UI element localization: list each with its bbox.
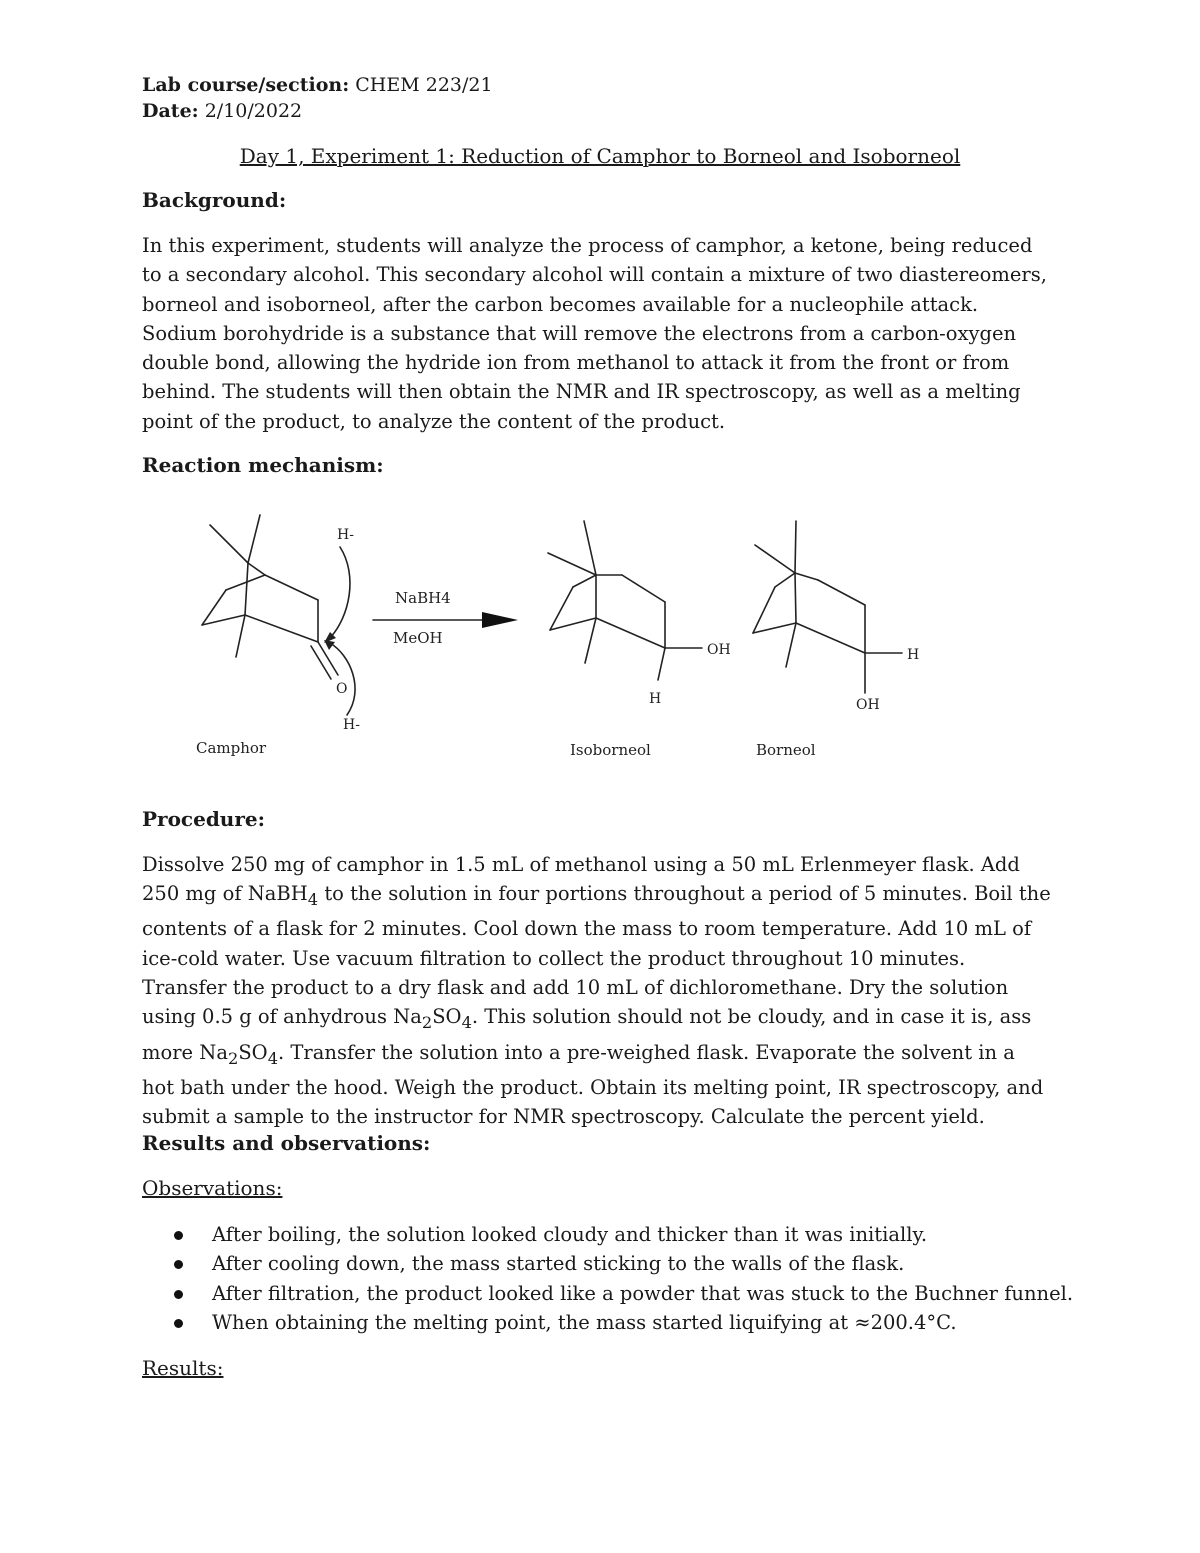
reagent-meoh: MeOH <box>393 629 443 647</box>
bullet-icon <box>174 1260 183 1269</box>
bullet-icon <box>174 1290 183 1299</box>
background-paragraph <box>142 231 1052 436</box>
borneol-structure <box>753 521 902 693</box>
reagent-nabh4: NaBH4 <box>395 589 451 607</box>
date-line <box>142 99 302 123</box>
borneol-label: Borneol <box>756 741 816 759</box>
date-label: Date: <box>142 100 199 122</box>
bullet-icon <box>174 1319 183 1328</box>
procedure-heading: Procedure: <box>142 807 265 831</box>
subscript: 2 <box>421 1013 433 1033</box>
procedure-text <box>142 850 1052 1131</box>
bullet-icon <box>174 1231 183 1240</box>
mechanism-svg <box>190 505 950 770</box>
procedure-text-part: SO <box>238 1040 268 1064</box>
isoborneol-label: Isoborneol <box>570 741 651 759</box>
mechanism-heading: Reaction mechanism: <box>142 453 384 477</box>
list-item <box>142 1279 1092 1308</box>
camphor-label: Camphor <box>196 739 267 757</box>
hydride-top-label: H- <box>337 527 354 543</box>
hydride-bottom-label: H- <box>343 717 360 733</box>
background-heading: Background: <box>142 188 287 212</box>
reaction-mechanism-figure <box>190 505 950 770</box>
camphor-structure <box>202 515 355 715</box>
subscript: 4 <box>461 1013 472 1033</box>
procedure-text-part: Dissolve 250 mg of camphor in 1.5 mL of methanol using a 50 mL Erlenmeyer flask. Add 250 mg of NaBH <box>142 853 1020 906</box>
oxygen-label: O <box>336 681 348 697</box>
observation-text: After filtration, the product looked like a powder that was stuck to the Buchner funnel. <box>212 1281 1074 1305</box>
isoborneol-h-label: H <box>649 691 662 707</box>
observation-text: After cooling down, the mass started sticking to the walls of the flask. <box>212 1252 905 1276</box>
date-value: 2/10/2022 <box>204 100 303 122</box>
list-item <box>142 1220 1092 1249</box>
subscript: 2 <box>227 1048 239 1068</box>
procedure-text-part: SO <box>432 1005 462 1029</box>
isoborneol-oh-label: OH <box>707 642 731 658</box>
borneol-h-label: H <box>907 647 920 663</box>
observation-text: When obtaining the melting point, the mass started liquifying at ≈200.4°C. <box>212 1310 957 1334</box>
course-label: Lab course/section: <box>142 74 350 96</box>
list-item <box>142 1249 1092 1278</box>
observations-subheading: Observations: <box>142 1176 283 1200</box>
observations-list <box>142 1220 1092 1337</box>
procedure-text-part: . Transfer the solution into a pre-weighed flask. Evaporate the solvent in a hot bath under the hood. Weigh the product. Obtain its melting point, IR spectroscopy, and submit a sample to the instructor for NMR spectroscopy. Calculate the percent yield. <box>142 1040 1044 1129</box>
observation-text: After boiling, the solution looked cloudy and thicker than it was initially. <box>212 1223 928 1246</box>
subscript: 4 <box>307 890 319 910</box>
procedure-text-part: to the solution in four portions throughout a period of 5 minutes. Boil the contents of a flask for 2 minutes. Cool down the mass to room temperature. Add 10 mL of ice-cold water. Use vacuum filtration to collect the product throughout 10 minutes. Transfer the product to a dry flask and add 10 mL of dichloromethane. Dry the solution using 0.5 g of anhydrous Na <box>142 882 1051 1029</box>
results-heading: Results and observations: <box>142 1131 431 1155</box>
reaction-arrowhead <box>482 612 518 628</box>
course-value: CHEM 223/21 <box>355 74 493 96</box>
procedure-paragraph <box>142 850 1052 1131</box>
procedure-text-part: . This solution should not be cloudy, and in case it is, ass more Na <box>142 1005 1032 1064</box>
list-item <box>142 1308 1092 1337</box>
borneol-oh-label: OH <box>856 697 880 713</box>
isoborneol-structure <box>548 521 702 680</box>
background-text: In this experiment, students will analyze the process of camphor, a ketone, being reduced to a secondary alcohol. This secondary alcohol will contain a mixture of two diastereomers, borneol and isoborneol, after the carbon becomes available for a nucleophile attack. Sodium borohydride is a substance that will remove the electrons from a carbon-oxygen double bond, allowing the hydride ion from methanol to attack it from the front or from behind. The students will then obtain the NMR and IR spectroscopy, as well as a melting point of the product, to analyze the content of the product. <box>142 234 1047 433</box>
course-line <box>142 73 493 97</box>
document-title: Day 1, Experiment 1: Reduction of Camphor to Borneol and Isoborneol <box>239 144 961 168</box>
subscript: 4 <box>267 1048 279 1068</box>
results-subheading: Results: <box>142 1356 224 1380</box>
